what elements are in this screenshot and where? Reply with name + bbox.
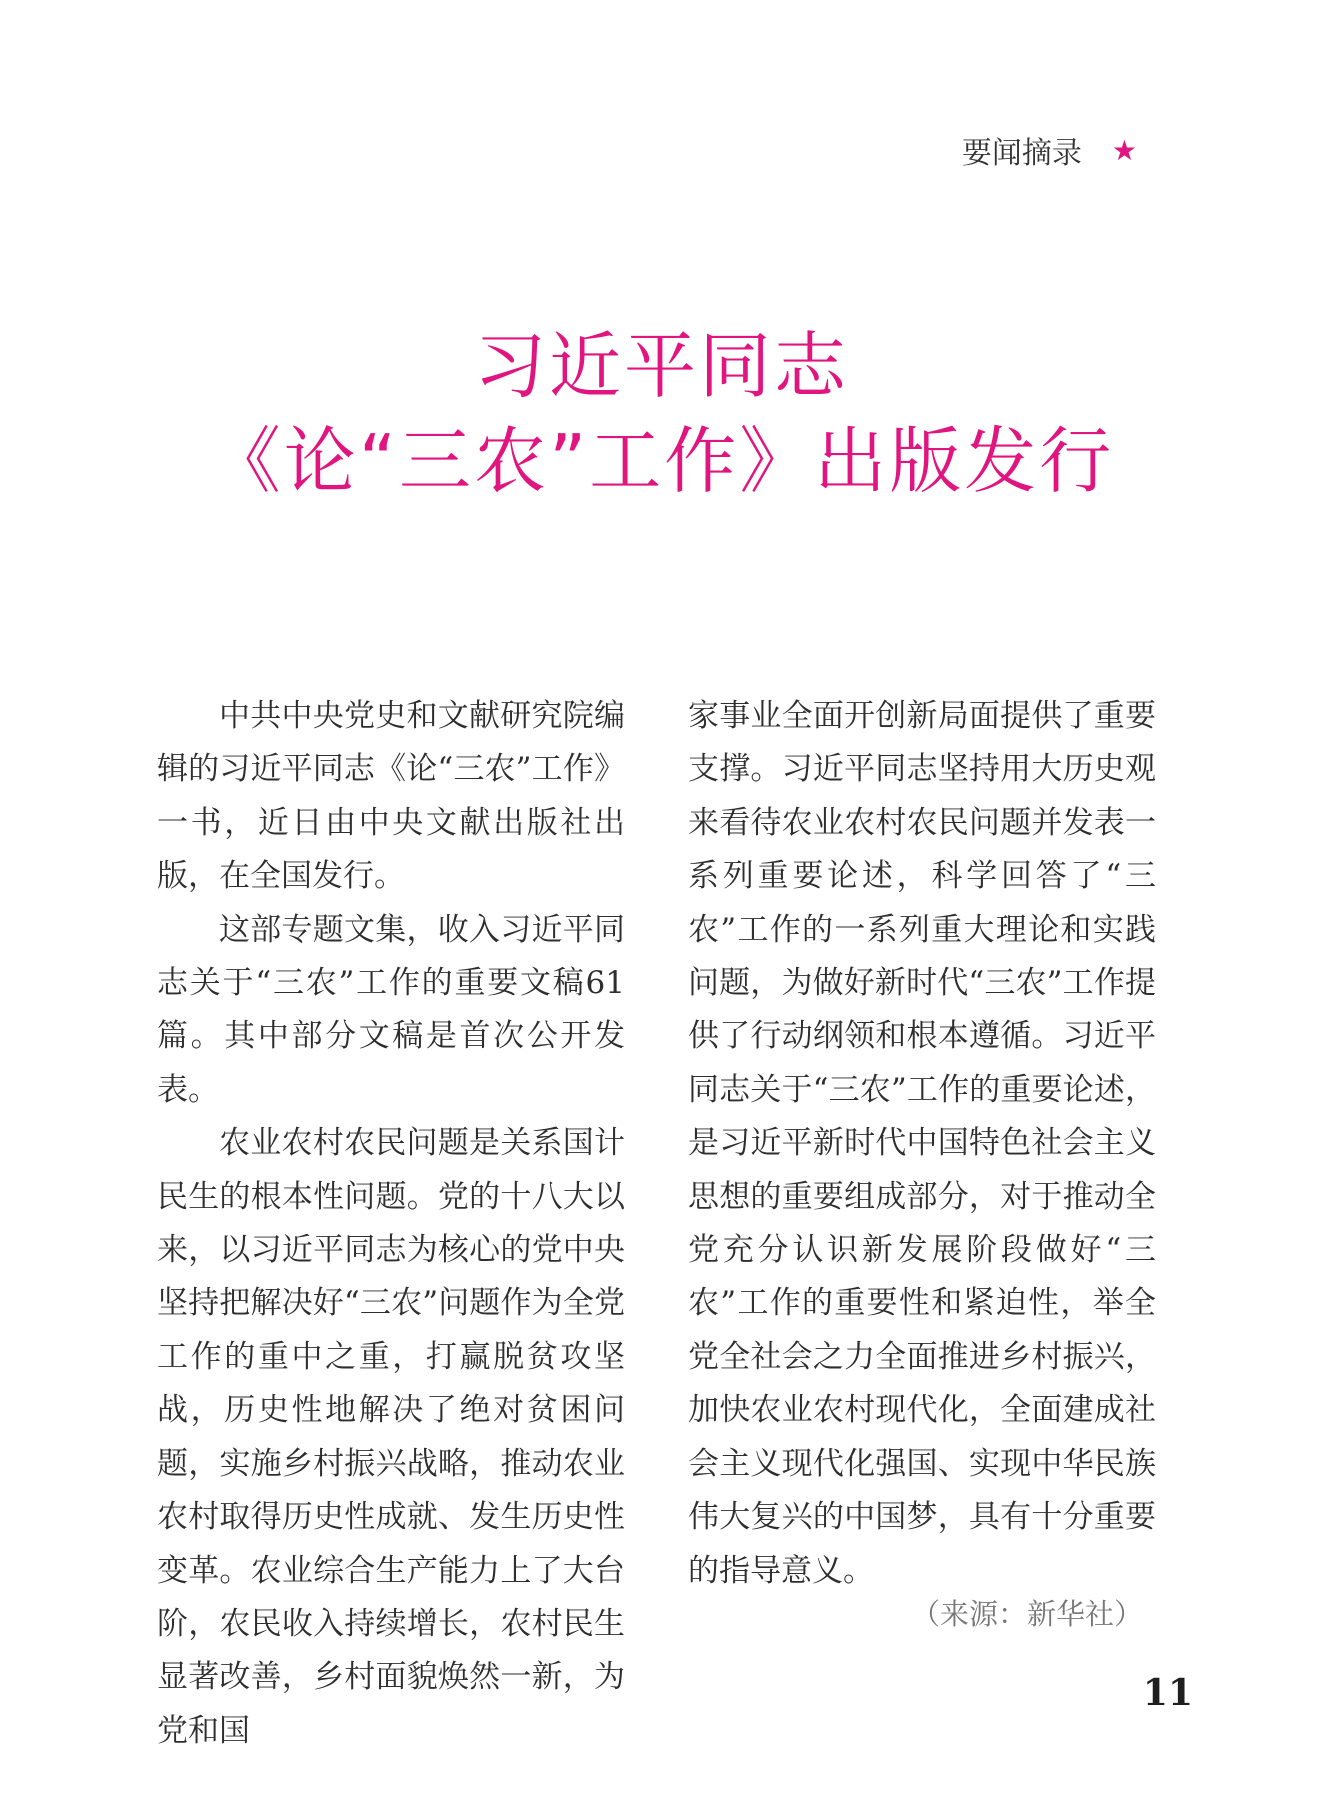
article-title-line-1: 习近平同志 <box>473 324 849 408</box>
article-title-line-2: 《论“三农”工作》出版发行 <box>208 419 1115 503</box>
section-header <box>962 128 1137 172</box>
paragraph: 家事业全面开创新局面提供了重要支撑。习近平同志坚持用大历史观来看待农业农村农民问题并发表一系列重要论述，科学回答了“三农”工作的一系列重大理论和实践问题，为做好新时代“三农”工作提供了行动纲领和根本遵循。习近平同志关于“三农”工作的重要论述，是习近平新时代中国特色社会主义思想的重要组成部分，对于推动全党充分认识新发展阶段做好“三农”工作的重要性和紧迫性，举全党全社会之力全面推进乡村振兴，加快农业农村现代化，全面建成社会主义现代化强国、实现中华民族伟大复兴的中国梦，具有十分重要的指导意义。 <box>688 698 1156 1589</box>
page-number: 11 <box>1142 1672 1193 1714</box>
star-icon: ★ <box>1111 133 1137 167</box>
source-credit: （来源：新华社） <box>910 1597 1143 1631</box>
paragraph: 这部专题文集，收入习近平同志关于“三农”工作的重要文稿61篇。其中部分文稿是首次公开发表。 <box>157 911 625 1108</box>
body-column-right <box>688 690 1156 1598</box>
paragraph: 中共中央党史和文献研究院编辑的习近平同志《论“三农”工作》一书，近日由中央文献出版社出版，在全国发行。 <box>157 698 625 895</box>
section-label: 要闻摘录 <box>961 136 1082 171</box>
body-column-left <box>157 690 625 1758</box>
paragraph: 农业农村农民问题是关系国计民生的根本性问题。党的十八大以来，以习近平同志为核心的党中央坚持把解决好“三农”问题作为全党工作的重中之重，打赢脱贫攻坚战，历史性地解决了绝对贫困问题，实施乡村振兴战略，推动农业农村取得历史性成就、发生历史性变革。农业综合生产能力上了大台阶，农民收入持续增长，农村民生显著改善，乡村面貌焕然一新，为党和国 <box>157 1125 625 1749</box>
